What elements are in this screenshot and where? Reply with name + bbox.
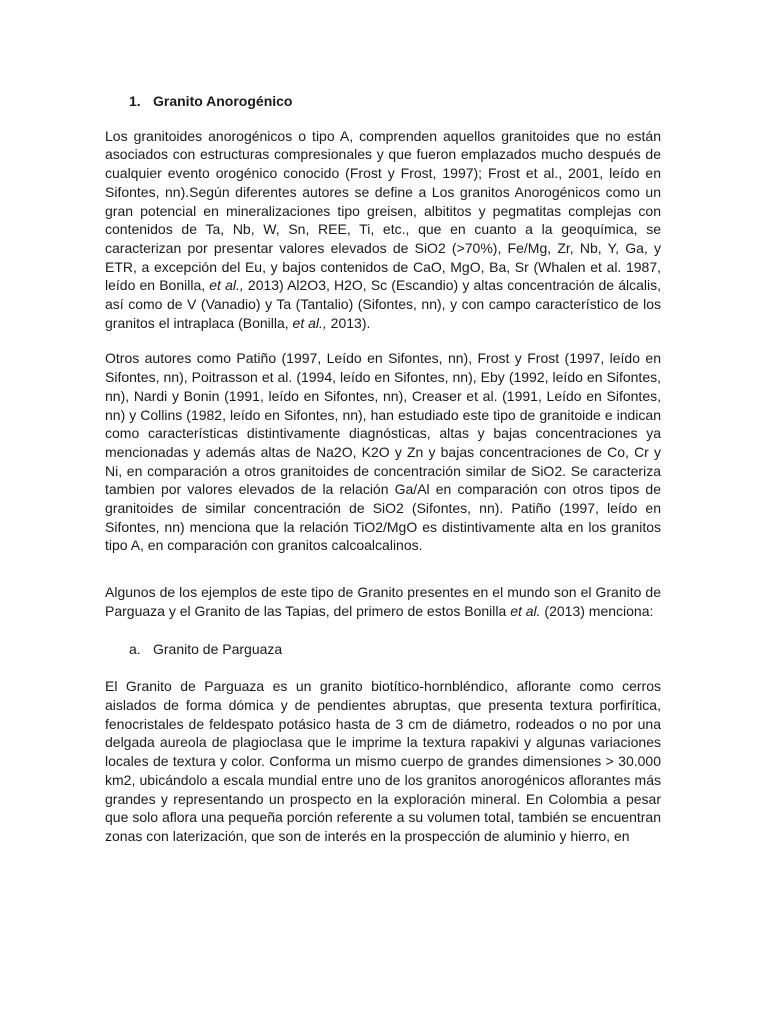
italic-citation: et al., <box>292 314 327 331</box>
document-body <box>105 92 661 846</box>
italic-citation: et al. <box>510 602 541 619</box>
paragraph-other-authors <box>105 349 661 555</box>
section-number: 1. <box>129 93 141 109</box>
paragraph-text: 2013) Al2O3, H2O, Sc (Escandio) y altas concentración de álcalis, así como de V (Vanadio) y Ta (Tantalio) (Sifontes, nn), y con campo característico de los granitos el intraplaca (Bonilla, <box>105 277 661 331</box>
paragraph-text: 2013). <box>326 314 371 331</box>
section-heading <box>129 92 661 111</box>
section-title: Granito Anorogénico <box>153 93 293 109</box>
paragraph-text: (2013) menciona: <box>540 602 654 619</box>
paragraph-text: Otros autores como Patiño (1997, Leído en Sifontes, nn), Frost y Frost (1997, leído en Sifontes, nn), Poitrasson et al. (1994, leído en Sifontes, nn), Eby (1992, leído en Sifontes, nn), Nardi y Bonin (1991, leído en Sifontes, nn), Creaser et al. (1991, Leído en Sifontes, nn) y Collins (1982, leído en Sifontes, nn), han estudiado este tipo de granitoide e indican como características distintivamente diagnósticas, altas y bajas concentraciones ya mencionadas y además altas de Na2O, K2O y Zn y bajas concentraciones de Co, Cr y Ni, en comparación a otros granitoides de concentración similar de SiO2. Se caracteriza tambien por valores elevados de la relación Ga/Al en comparación con otros tipos de granitoides de similar concentración de SiO2 (Sifontes, nn). Patiño (1997, leído en Sifontes, nn) menciona que la relación TiO2/MgO es distintivamente alta en los granitos tipo A, en comparación con granitos calcoalcalinos. <box>105 350 661 554</box>
paragraph-definition <box>105 127 661 333</box>
paragraph-examples <box>105 583 661 620</box>
italic-citation: et al., <box>209 277 244 294</box>
paragraph-text: El Granito de Parguaza es un granito biotítico-hornbléndico, aflorante como cerros aislados de forma dómica y de pendientes abruptas, que presenta textura porfirítica, fenocristales de feldespato potásico hasta de 3 cm de diámetro, rodeados o no por una delgada aureola de plagioclasa que le imprime la textura rapakivi y algunas variaciones locales de textura y color. Conforma un mismo cuerpo de grandes dimensiones > 30.000 km2, ubicándolo a escala mundial entre uno de los granitos anorogénicos aflorantes más grandes y representando un prospecto en la exploración mineral. En Colombia a pesar que solo aflora una pequeña porción referente a su volumen total, también se encuentran zonas con laterización, que son de interés en la prospección de aluminio y hierro, en <box>105 678 661 844</box>
paragraph-text: Los granitoides anorogénicos o tipo A, comprenden aquellos granitoides que no están asociados con estructuras compresionales y que fueron emplazados mucho después de cualquier evento orogénico conocido (Frost y Frost, 1997); Frost et al., 2001, leído en Sifontes, nn).Según diferentes autores se define a Los granitos Anorogénicos como un gran potencial en mineralizaciones tipo greisen, albititos y pegmatitas complejas con contenidos de Ta, Nb, W, Sn, REE, Ti, etc., que en cuanto a la geoquímica, se caracterizan por presentar valores elevados de SiO2 (>70%), Fe/Mg, Zr, Nb, Y, Ga, y ETR, a excepción del Eu, y bajos contenidos de CaO, MgO, Ba, Sr (Whalen et al. 1987, leído en Bonilla, <box>105 127 661 294</box>
paragraph-text: Algunos de los ejemplos de este tipo de Granito presentes en el mundo son el Granito de Parguaza y el Granito de las Tapias, del primero de estos Bonilla <box>105 584 661 619</box>
subsection-heading <box>129 640 661 659</box>
paragraph-parguaza <box>105 677 661 845</box>
subsection-title: Granito de Parguaza <box>153 640 283 657</box>
subsection-letter: a. <box>129 640 141 657</box>
